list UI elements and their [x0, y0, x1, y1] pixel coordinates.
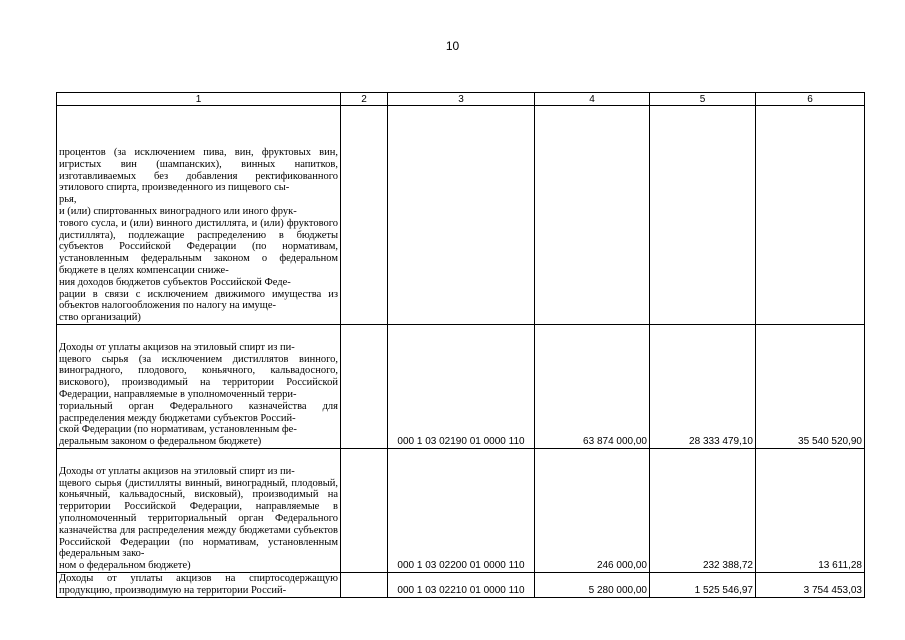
budget-code-cell [388, 106, 535, 325]
column-header-3: 3 [388, 93, 535, 106]
column-2-cell [341, 106, 388, 325]
executed-amount-cell [650, 106, 756, 325]
page-number: 10 [445, 39, 460, 53]
executed-amount-cell: 1 525 546,97 [650, 573, 756, 598]
remaining-amount-cell: 3 754 453,03 [756, 573, 865, 598]
column-header-4: 4 [535, 93, 650, 106]
approved-amount-cell [535, 106, 650, 325]
revenue-name-cell: Доходы от уплаты акцизов на этиловый спирт из пи- щевого сырья (за исключением дистиллятов винного, виноградного, плодового, коньячного, кальвадосного, вискового), производимый на территории Российской Федерации, направляемые в уполномоченный терри- ториальный орган Федерального казначейства для распределения между бюджетами субъектов Россий- ской Федерации (по нормативам, установленным фе- деральным законом о федеральном бюджете) [57, 325, 341, 449]
column-header-6: 6 [756, 93, 865, 106]
column-header-2: 2 [341, 93, 388, 106]
revenue-name-cell: Доходы от уплаты акцизов на спиртосодержащую продукцию, производимую на территории Россий- [57, 573, 341, 598]
executed-amount-cell: 28 333 479,10 [650, 325, 756, 449]
column-number-row [57, 93, 865, 106]
approved-amount-cell: 246 000,00 [535, 449, 650, 573]
column-2-cell [341, 325, 388, 449]
table-row [57, 449, 865, 573]
revenue-name-cell: Доходы от уплаты акцизов на этиловый спирт из пи- щевого сырья (дистилляты винный, виноградный, плодовый, коньячный, кальвадосный, висковый), производимый на территории Российской Федерации, направляемые в уполномоченный территориальный орган Федерального казначейства для распределения между бюджетами субъектов Российской Федерации (по нормативам, установленным федеральным зако- ном о федеральном бюджете) [57, 449, 341, 573]
approved-amount-cell: 63 874 000,00 [535, 325, 650, 449]
column-2-cell [341, 449, 388, 573]
budget-revenue-table [56, 92, 865, 598]
remaining-amount-cell: 35 540 520,90 [756, 325, 865, 449]
table-row [57, 573, 865, 598]
column-header-1: 1 [57, 93, 341, 106]
revenue-name-cell: процентов (за исключением пива, вин, фруктовых вин, игристых вин (шампанских), винных напитков, изготавливаемых без добавления ректификованного этилового спирта, произведенного из пищевого сы- рья, и (или) спиртованных виноградного или иного фрук- тового сусла, и (или) винного дистиллята, и (или) фруктового дистиллята), подлежащие распределению в бюджеты субъектов Российской Федерации (по нормативам, установленным федеральным законом о федеральном бюджете в целях компенсации сниже- ния доходов бюджетов субъектов Российской Феде- рации в связи с исключением движимого имущества из объектов налогообложения по налогу на имуще- ство организаций) [57, 106, 341, 325]
budget-code-cell: 000 1 03 02210 01 0000 110 [388, 573, 535, 598]
column-header-5: 5 [650, 93, 756, 106]
approved-amount-cell: 5 280 000,00 [535, 573, 650, 598]
executed-amount-cell: 232 388,72 [650, 449, 756, 573]
remaining-amount-cell [756, 106, 865, 325]
table-row [57, 325, 865, 449]
budget-code-cell: 000 1 03 02190 01 0000 110 [388, 325, 535, 449]
table-row [57, 106, 865, 325]
column-2-cell [341, 573, 388, 598]
budget-code-cell: 000 1 03 02200 01 0000 110 [388, 449, 535, 573]
remaining-amount-cell: 13 611,28 [756, 449, 865, 573]
